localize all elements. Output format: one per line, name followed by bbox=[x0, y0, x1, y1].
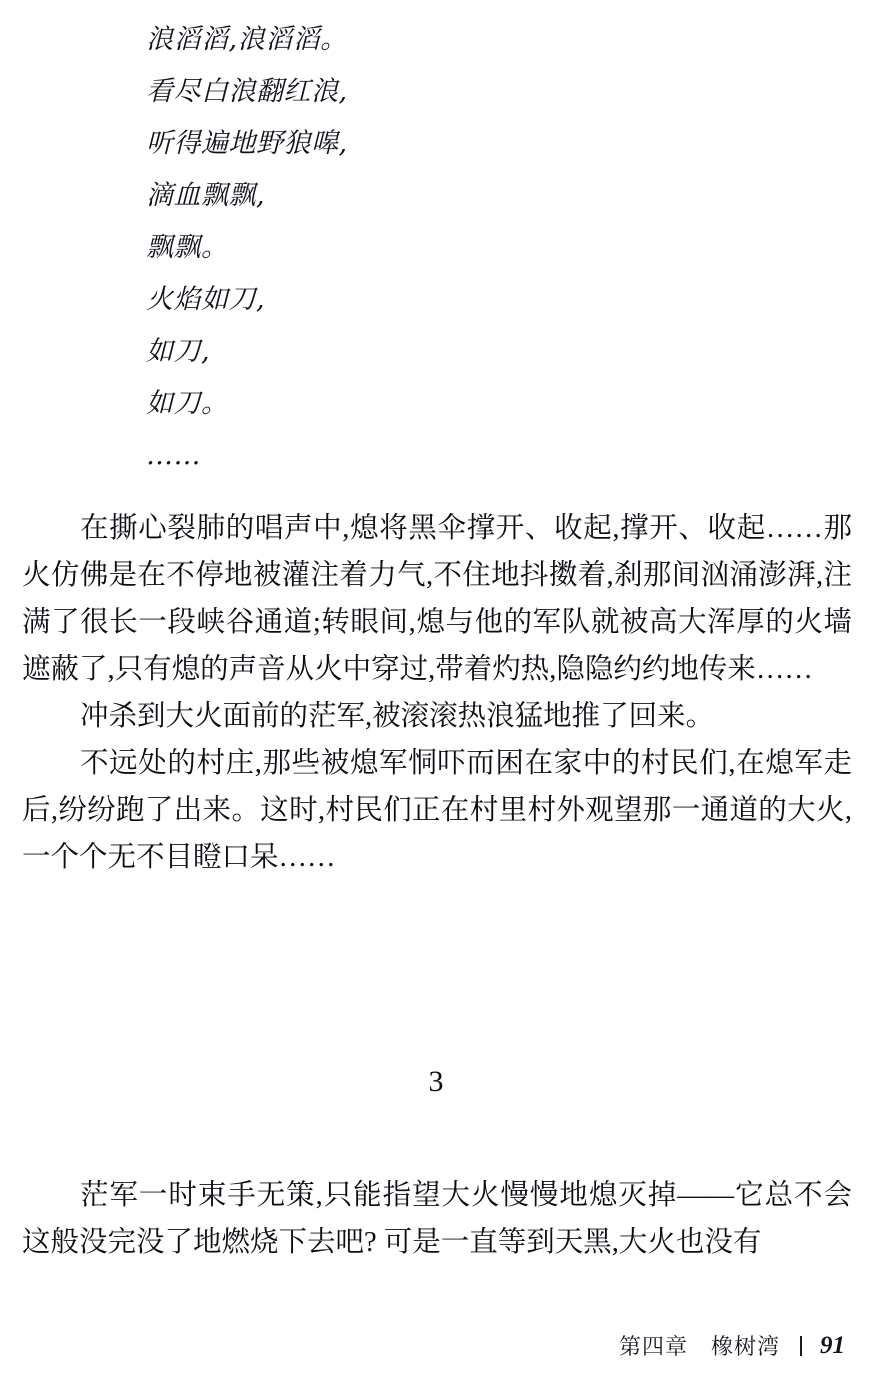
body-paragraph: 冲杀到大火面前的茫军,被滚滚热浪猛地推了回来。 bbox=[80, 701, 715, 732]
poem-line: 浪滔滔,浪滔滔。 bbox=[146, 24, 348, 55]
poem-line: …… bbox=[146, 440, 201, 471]
footer-chapter-title: 第四章 橡树湾 bbox=[618, 1334, 780, 1359]
poem-block bbox=[146, 14, 846, 482]
section-number: 3 bbox=[428, 1065, 444, 1098]
poem-line: 如刀。 bbox=[146, 388, 229, 419]
body-paragraph: 不远处的村庄,那些被熄军恫吓而困在家中的村民们,在熄军走后,纷纷跑了出来。这时,村民们正在村里村外观望那一通道的大火,一个个无不目瞪口呆…… bbox=[22, 748, 852, 873]
poem-line: 火焰如刀, bbox=[146, 284, 266, 315]
poem-line: 滴血飘飘, bbox=[146, 180, 266, 211]
body-paragraph: 茫军一时束手无策,只能指望大火慢慢地熄灭掉——它总不会这般没完没了地燃烧下去吧? 可是一直等到天黑,大火也没有 bbox=[22, 1180, 852, 1258]
body-paragraph: 在撕心裂肺的唱声中,熄将黑伞撑开、收起,撑开、收起……那火仿佛是在不停地被灌注着力气,不住地抖擞着,刹那间汹涌澎湃,注满了很长一段峡谷通道;转眼间,熄与他的军队就被高大浑厚的火墙遮蔽了,只有熄的声音从火中穿过,带着灼热,隐隐约约地传来…… bbox=[22, 513, 852, 685]
poem-line: 听得遍地野狼嗥, bbox=[146, 128, 348, 159]
poem-line: 如刀, bbox=[146, 336, 211, 367]
page-footer bbox=[0, 1330, 872, 1361]
poem-line: 看尽白浪翻红浪, bbox=[146, 76, 348, 107]
body-text-block bbox=[22, 505, 852, 881]
footer-separator-icon bbox=[800, 1336, 802, 1356]
poem-line: 飘飘。 bbox=[146, 232, 229, 263]
tail-text-block bbox=[22, 1172, 852, 1266]
page-number: 91 bbox=[820, 1331, 845, 1359]
